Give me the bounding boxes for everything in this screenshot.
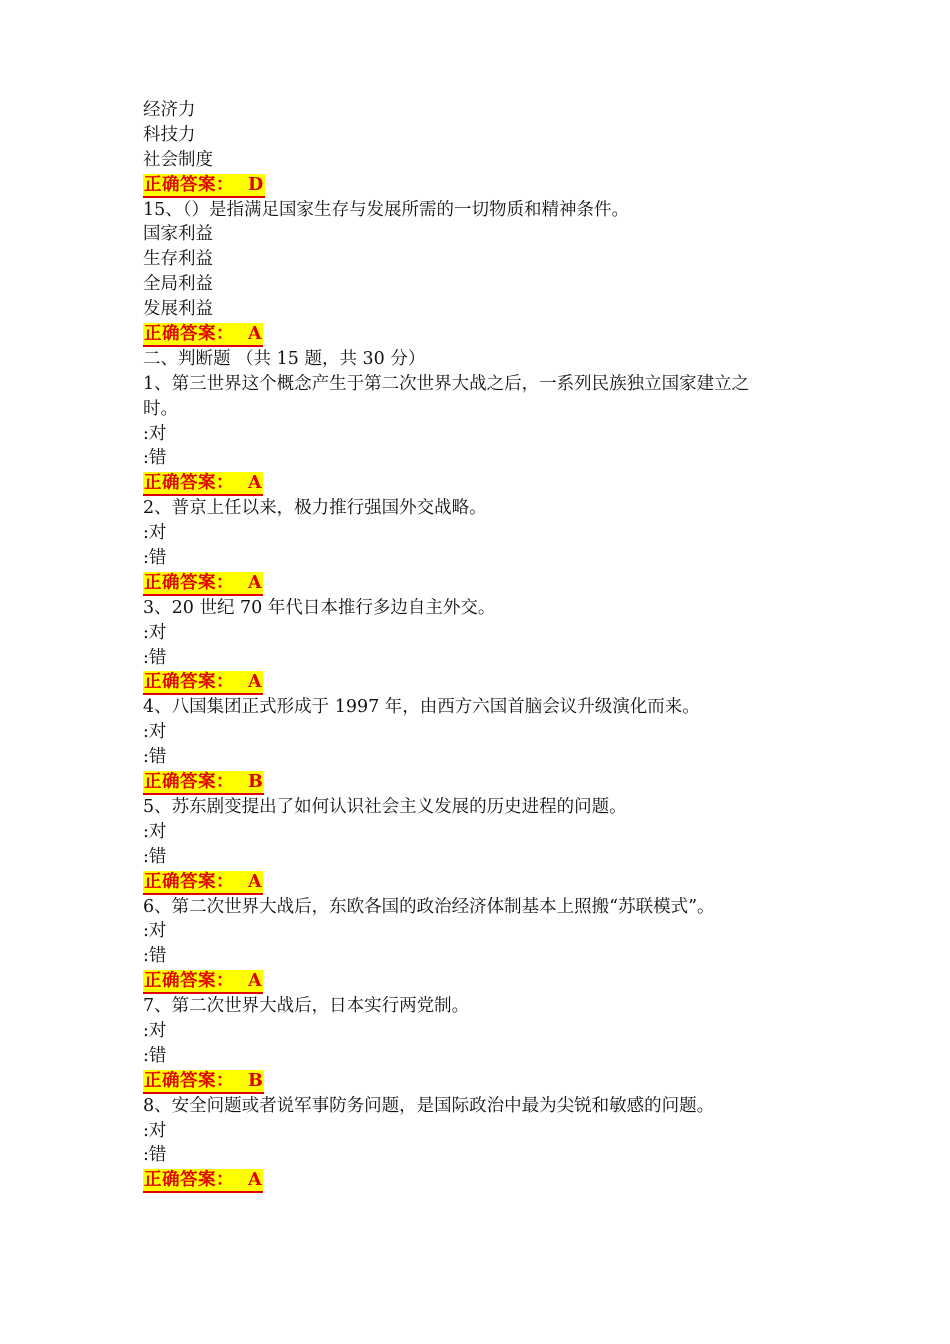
answer-line (143, 870, 823, 895)
option-line: :对 (143, 921, 167, 942)
question-line: 3、20 世纪 70 年代日本推行多边自主外交。 (143, 597, 496, 618)
question-line: 4、八国集团正式形成于 1997 年，由西方六国首脑会议升级演化而来。 (143, 697, 700, 718)
answer-highlight (143, 174, 265, 198)
answer-value: A (248, 473, 263, 494)
question-line: 8、安全问题或者说军事防务问题，是国际政治中最为尖锐和敏感的问题。 (143, 1095, 715, 1116)
answer-highlight (143, 323, 263, 347)
answer-line (143, 969, 823, 994)
answer-line (143, 471, 823, 496)
option-line: 发展利益 (143, 299, 213, 320)
answer-highlight (143, 671, 263, 695)
answer-line (143, 571, 823, 596)
question-line: 5、苏东剧变提出了如何认识社会主义发展的历史进程的问题。 (143, 796, 627, 817)
answer-value: A (248, 971, 263, 992)
answer-line (143, 322, 823, 347)
answer-line (143, 1168, 823, 1193)
option-line: :对 (143, 1020, 167, 1041)
option-line: 时。 (143, 398, 178, 419)
option-line: :错 (143, 647, 167, 668)
answer-line (143, 770, 823, 795)
option-line: 科技力 (143, 124, 196, 145)
option-line: 社会制度 (143, 149, 213, 170)
answer-highlight (143, 871, 263, 895)
option-line: :错 (143, 1045, 167, 1066)
option-line: :错 (143, 448, 167, 469)
question-line: 6、第二次世界大战后，东欧各国的政治经济体制基本上照搬“苏联模式”。 (143, 896, 715, 917)
question-line: 1、第三世界这个概念产生于第二次世界大战之后，一系列民族独立国家建立之 (143, 373, 750, 394)
answer-highlight (143, 1070, 264, 1094)
answer-label: 正确答案： (144, 174, 234, 195)
option-line: :错 (143, 846, 167, 867)
answer-value: A (248, 324, 263, 345)
answer-line (143, 670, 823, 695)
answer-label: 正确答案： (144, 871, 234, 892)
option-line: :对 (143, 821, 167, 842)
answer-line (143, 173, 823, 198)
answer-highlight (143, 472, 263, 496)
answer-label: 正确答案： (144, 672, 234, 693)
option-line: :错 (143, 548, 167, 569)
section-heading: 二、判断题 （共 15 题，共 30 分） (143, 348, 426, 369)
answer-label: 正确答案： (144, 473, 234, 494)
answer-highlight (143, 970, 263, 994)
answer-label: 正确答案： (144, 1170, 234, 1191)
answer-label: 正确答案： (144, 971, 234, 992)
answer-label: 正确答案： (144, 1070, 234, 1091)
option-line: :对 (143, 423, 167, 444)
question-line: 15、（）是指满足国家生存与发展所需的一切物质和精神条件。 (143, 199, 630, 220)
answer-highlight (143, 572, 263, 596)
option-line: :错 (143, 1145, 167, 1166)
answer-highlight (143, 771, 264, 795)
answer-highlight (143, 1169, 263, 1193)
option-line: 生存利益 (143, 249, 213, 270)
option-line: :对 (143, 523, 167, 544)
option-line: 国家利益 (143, 224, 213, 245)
answer-value: B (248, 772, 264, 793)
answer-line (143, 1069, 823, 1094)
option-line: :对 (143, 722, 167, 743)
document-page (143, 98, 823, 1193)
answer-value: A (248, 871, 263, 892)
answer-value: D (248, 174, 264, 195)
option-line: :错 (143, 747, 167, 768)
question-line: 2、普京上任以来，极力推行强国外交战略。 (143, 498, 487, 519)
option-line: :错 (143, 946, 167, 967)
answer-value: A (248, 1170, 263, 1191)
option-line: :对 (143, 622, 167, 643)
answer-value: B (248, 1070, 264, 1091)
option-line: :对 (143, 1120, 167, 1141)
answer-label: 正确答案： (144, 572, 234, 593)
option-line: 全局利益 (143, 274, 213, 295)
answer-label: 正确答案： (144, 324, 234, 345)
question-line: 7、第二次世界大战后，日本实行两党制。 (143, 996, 470, 1017)
answer-value: A (248, 672, 263, 693)
answer-label: 正确答案： (144, 772, 234, 793)
option-line: 经济力 (143, 100, 196, 120)
answer-value: A (248, 572, 263, 593)
